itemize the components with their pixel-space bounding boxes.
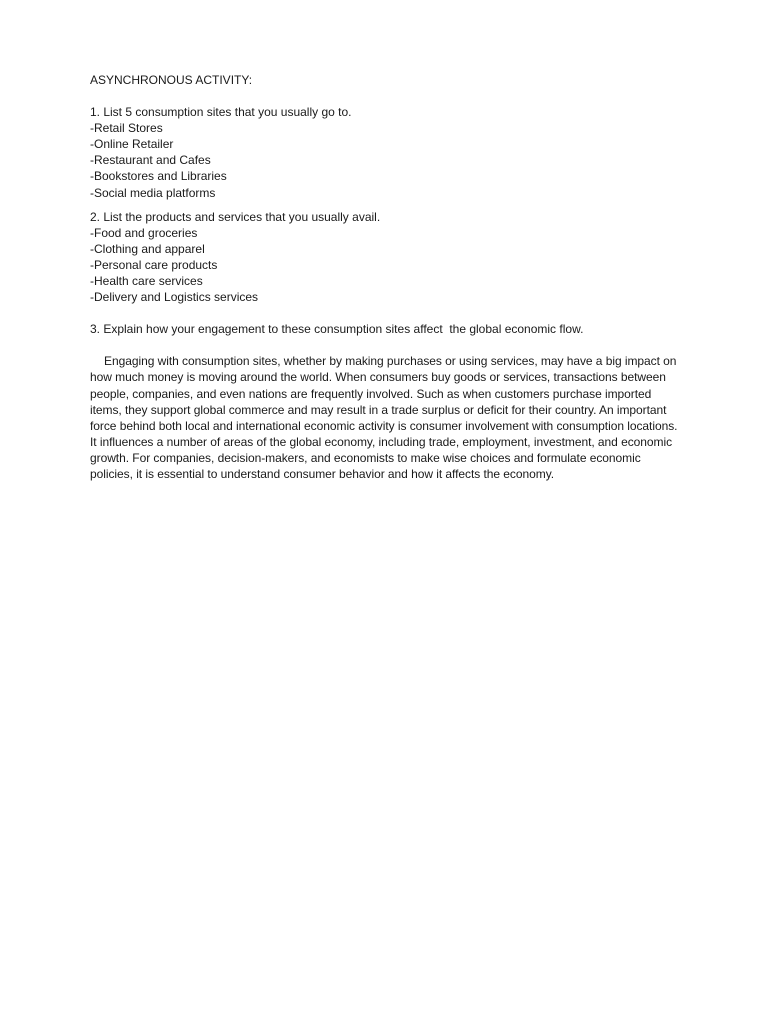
list-item: -Delivery and Logistics services <box>90 290 259 305</box>
question-3: 3. Explain how your engagement to these consumption sites affect the global economic flow. <box>90 322 584 337</box>
answer-paragraph: Engaging with consumption sites, whether by making purchases or using services, may have a big impact on how much money is moving around the world. When consumers buy goods or services, transactions between people, companies, and even nations are frequently involved. Such as when customers purchase imported items, they support global commerce and may result in a trade surplus or deficit for their country. An important force behind both local and international economic activity is consumer involvement with consumption locations. It influences a number of areas of the global economy, including trade, employment, investment, and economic growth. For companies, decision-makers, and economists to make wise choices and formulate economic policies, it is essential to understand consumer behavior and how it affects the economy. <box>90 354 678 481</box>
list-item: -Online Retailer <box>90 137 174 152</box>
list-item: -Bookstores and Libraries <box>90 169 227 184</box>
question-2: 2. List the products and services that you usually avail. <box>90 209 381 224</box>
document-page <box>90 72 685 482</box>
list-item: -Social media platforms <box>90 185 216 200</box>
question-1: 1. List 5 consumption sites that you usually go to. <box>90 105 352 120</box>
list-item: -Retail Stores <box>90 121 163 136</box>
list-item: -Clothing and apparel <box>90 241 205 256</box>
document-title: ASYNCHRONOUS ACTIVITY: <box>90 73 253 87</box>
list-item: -Personal care products <box>90 257 218 272</box>
list-item: -Food and groceries <box>90 225 198 240</box>
list-item: -Restaurant and Cafes <box>90 153 211 168</box>
list-item: -Health care services <box>90 274 203 289</box>
